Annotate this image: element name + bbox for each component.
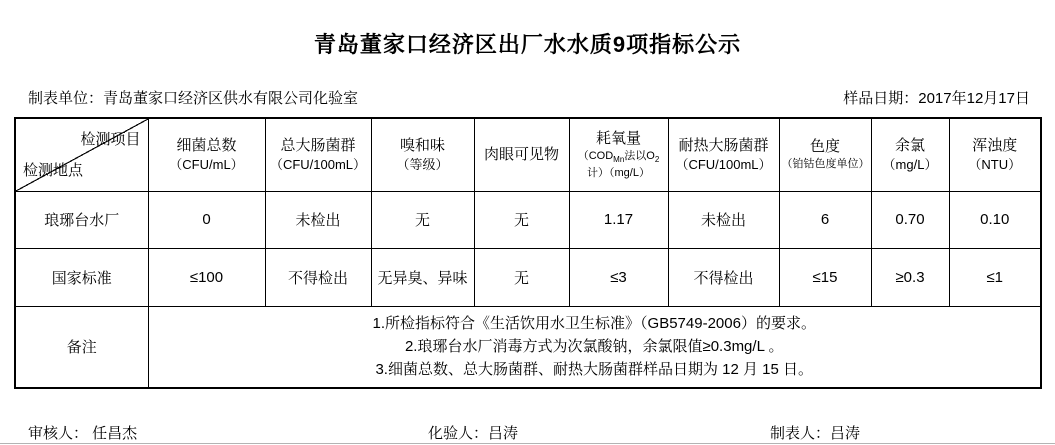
col-header-oxygen-consumption (569, 118, 668, 191)
notes-content (148, 306, 1041, 388)
unit-subscript: Mn (613, 155, 625, 165)
col-header-heat-resistant-coliform (668, 118, 779, 191)
header-name: 嗅和味 (399, 136, 445, 154)
col-header-chroma (779, 118, 871, 191)
header-name: 耐热大肠菌群 (678, 136, 769, 154)
table-row-notes (15, 306, 1041, 388)
col-header-visible-matter (474, 118, 569, 191)
tester-label: 化验人：吕涛 (428, 425, 519, 442)
header-row (15, 118, 1041, 191)
unit-subscript: 2 (654, 155, 660, 165)
corner-label-items: 检测项目 (80, 131, 141, 148)
header-unit: （mg/L） (882, 157, 938, 173)
unit-part: （COD (577, 149, 614, 162)
header-unit: （NTU） (968, 157, 1022, 173)
cell-value: 6 (779, 191, 871, 248)
header-name: 耗氧量 (595, 129, 641, 147)
header-unit: （等级） (396, 157, 449, 173)
col-header-total-coliform (265, 118, 371, 191)
header-name: 色度 (809, 138, 840, 156)
cell-value: 无 (474, 191, 569, 248)
col-header-bacteria-count (148, 118, 265, 191)
cell-value: 不得检出 (265, 248, 371, 306)
signature-row (0, 422, 1055, 442)
header-unit: （CFU/mL） (169, 157, 244, 173)
header-name: 余氯 (894, 136, 925, 154)
water-quality-table (14, 117, 1042, 389)
table-row-national-standard (15, 248, 1041, 306)
cell-value: 未检出 (668, 191, 779, 248)
table-row-langyatai-plant (15, 191, 1041, 248)
row-label: 琅琊台水厂 (15, 191, 148, 248)
cell-value: ≤1 (949, 248, 1041, 306)
cell-value: ≤100 (148, 248, 265, 306)
col-header-odor-taste (371, 118, 474, 191)
header-unit: （CFU/100mL） (269, 157, 367, 173)
note-line: 3.细菌总数、总大肠菌群、耐热大肠菌群样品日期为 12 月 15 日。 (375, 361, 814, 379)
cell-value: 无异臭、异味 (371, 248, 474, 306)
unit-part: 法以O (624, 149, 655, 162)
note-line: 1.所检指标符合《生活饮用水卫生标准》（GB5749-2006）的要求。 (372, 314, 816, 332)
cell-value: 1.17 (569, 191, 668, 248)
cell-value: ≤3 (569, 248, 668, 306)
col-header-residual-chlorine (871, 118, 949, 191)
cell-value: 0 (148, 191, 265, 248)
bottom-gridline (0, 443, 1055, 444)
cell-value: ≤15 (779, 248, 871, 306)
corner-label-location: 检测地点 (23, 161, 84, 179)
header-name: 浑浊度 (972, 136, 1018, 154)
cell-value: 未检出 (265, 191, 371, 248)
cell-value: 0.70 (871, 191, 949, 248)
header-unit (572, 149, 666, 181)
cell-value: 不得检出 (668, 248, 779, 306)
page-title: 青岛董家口经济区出厂水水质9项指标公示 (313, 32, 742, 57)
header-name: 肉眼可见物 (483, 145, 559, 163)
notes-label: 备注 (15, 306, 148, 388)
reviewer-label: 审核人： 任昌杰 (28, 425, 138, 442)
header-name: 细菌总数 (176, 136, 237, 154)
preparer-label: 制表人：吕涛 (770, 425, 861, 442)
cell-value: 无 (371, 191, 474, 248)
col-header-turbidity (949, 118, 1041, 191)
corner-header-cell (15, 118, 148, 191)
unit-part: 计）（mg/L） (587, 166, 650, 179)
row-label: 国家标准 (15, 248, 148, 306)
cell-value: 无 (474, 248, 569, 306)
cell-value: ≥0.3 (871, 248, 949, 306)
sample-date-label: 样品日期：2017年12月17日 (843, 90, 1030, 107)
cell-value: 0.10 (949, 191, 1041, 248)
note-line: 2.琅琊台水厂消毒方式为次氯酸钠，余氯限值≥0.3mg/L 。 (404, 338, 784, 356)
header-unit: （CFU/100mL） (675, 157, 772, 173)
header-unit: （铂钴色度单位） (781, 158, 870, 171)
prepared-by-label: 制表单位：青岛董家口经济区供水有限公司化验室 (28, 90, 359, 107)
header-name: 总大肠菌群 (280, 136, 356, 154)
